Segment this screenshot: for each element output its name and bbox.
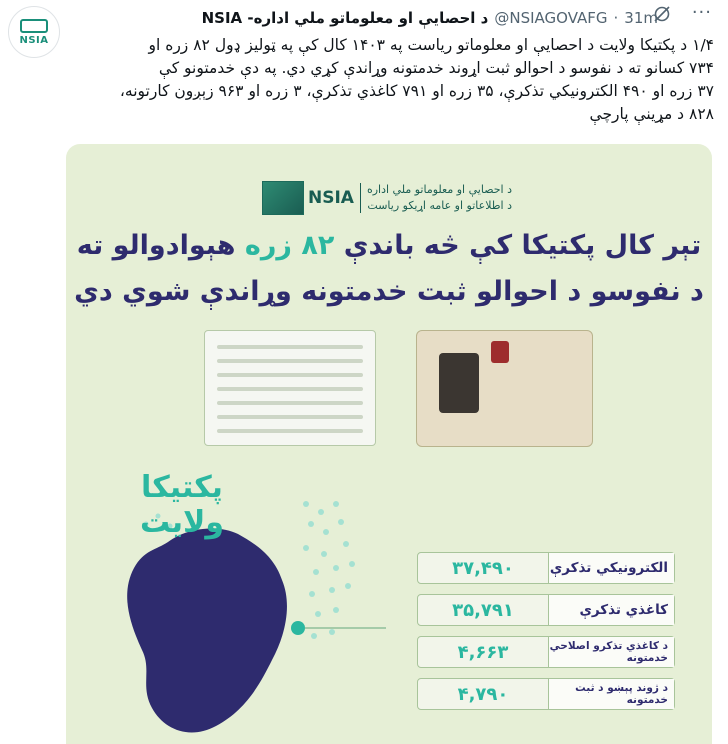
avatar-text: NSIA [19,34,49,46]
stat-value: ۳۷,۴۹۰ [452,557,514,579]
electronic-id-card [416,330,593,447]
tweet-line: ۳۷ زره او ۴۹۰ الکترونيکي تذکرې، ۳۵ زره او ۷۹۱ کاغذي تذکرې، ۳ زره او ۹۶۳ زېږون کارتونه، [119,82,714,100]
card-logo [262,180,512,216]
stat-value: ۳۵,۷۹۱ [452,599,514,621]
stat-row [417,594,675,626]
tweet-line: ۸۲۸ د مړينې پارچې [589,105,714,123]
tweet-line: ۱/۴ د پکتيکا ولايت د احصايې او معلوماتو رياست په ۱۴۰۳ کال کې په ټوليز ډول ۸۲ زره او [148,36,714,54]
headline-highlight: ۸۲ زره [244,230,335,261]
logo-abbr: NSIA [308,188,354,208]
tweet-header [202,7,658,29]
stat-row [417,636,675,668]
tweet-line: ۷۳۴ کسانو ته د نفوسو د احوالو ثبت اړوند خدمتونه وړاندې کړي دي. په دې خدمتونو کې [158,59,714,77]
stat-row [417,552,675,584]
id-photo [439,353,479,413]
tweet-text [70,34,714,126]
logo-line-1: د احصايې او معلوماتو ملي اداره [366,183,512,196]
headline-line-2: د نفوسو د احوالو ثبت خدمتونه وړاندې شوي دي [74,276,704,307]
nsia-emblem-icon [262,181,304,215]
paper-id-document [204,330,376,446]
headline-line-1 [66,230,712,261]
avatar[interactable] [8,6,60,58]
logo-divider [360,183,361,213]
logo-lines [367,182,512,214]
separator-dot: · [613,9,619,27]
stat-label: د ژوند پېښو د ثبت خدمتونه [548,679,674,709]
stat-label: کاغذي تذکرې [548,595,674,625]
grok-icon[interactable] [652,4,672,24]
emblem-icon [491,341,509,363]
timestamp[interactable]: 31m [624,9,658,27]
more-dots-icon[interactable]: ··· [691,2,712,23]
nsia-logo-icon [20,19,48,33]
display-name[interactable]: NSIA -د احصايې او معلوماتو ملي اداره [201,9,489,27]
stat-value: ۴,۷۹۰ [457,683,509,705]
headline-part-a: تېر کال پکتيکا کې څه باندې [343,230,702,261]
headline-part-c: هېوادوالو ته [76,230,236,261]
stat-value: ۴,۶۶۳ [457,641,509,663]
user-handle[interactable]: @NSIAGOVAFG [494,9,608,27]
province-label: پکتيکا ولايت [139,470,224,540]
logo-line-2: د اطلاعاتو او عامه اړيکو رياست [367,199,512,212]
tweet-media-image[interactable] [66,144,712,744]
stats-table [417,552,675,720]
stat-label: الکترونيکي تذکرې [548,553,674,583]
stat-row [417,678,675,710]
stat-label: د کاغذي تذکرو اصلاحي خدمتونه [548,637,674,667]
